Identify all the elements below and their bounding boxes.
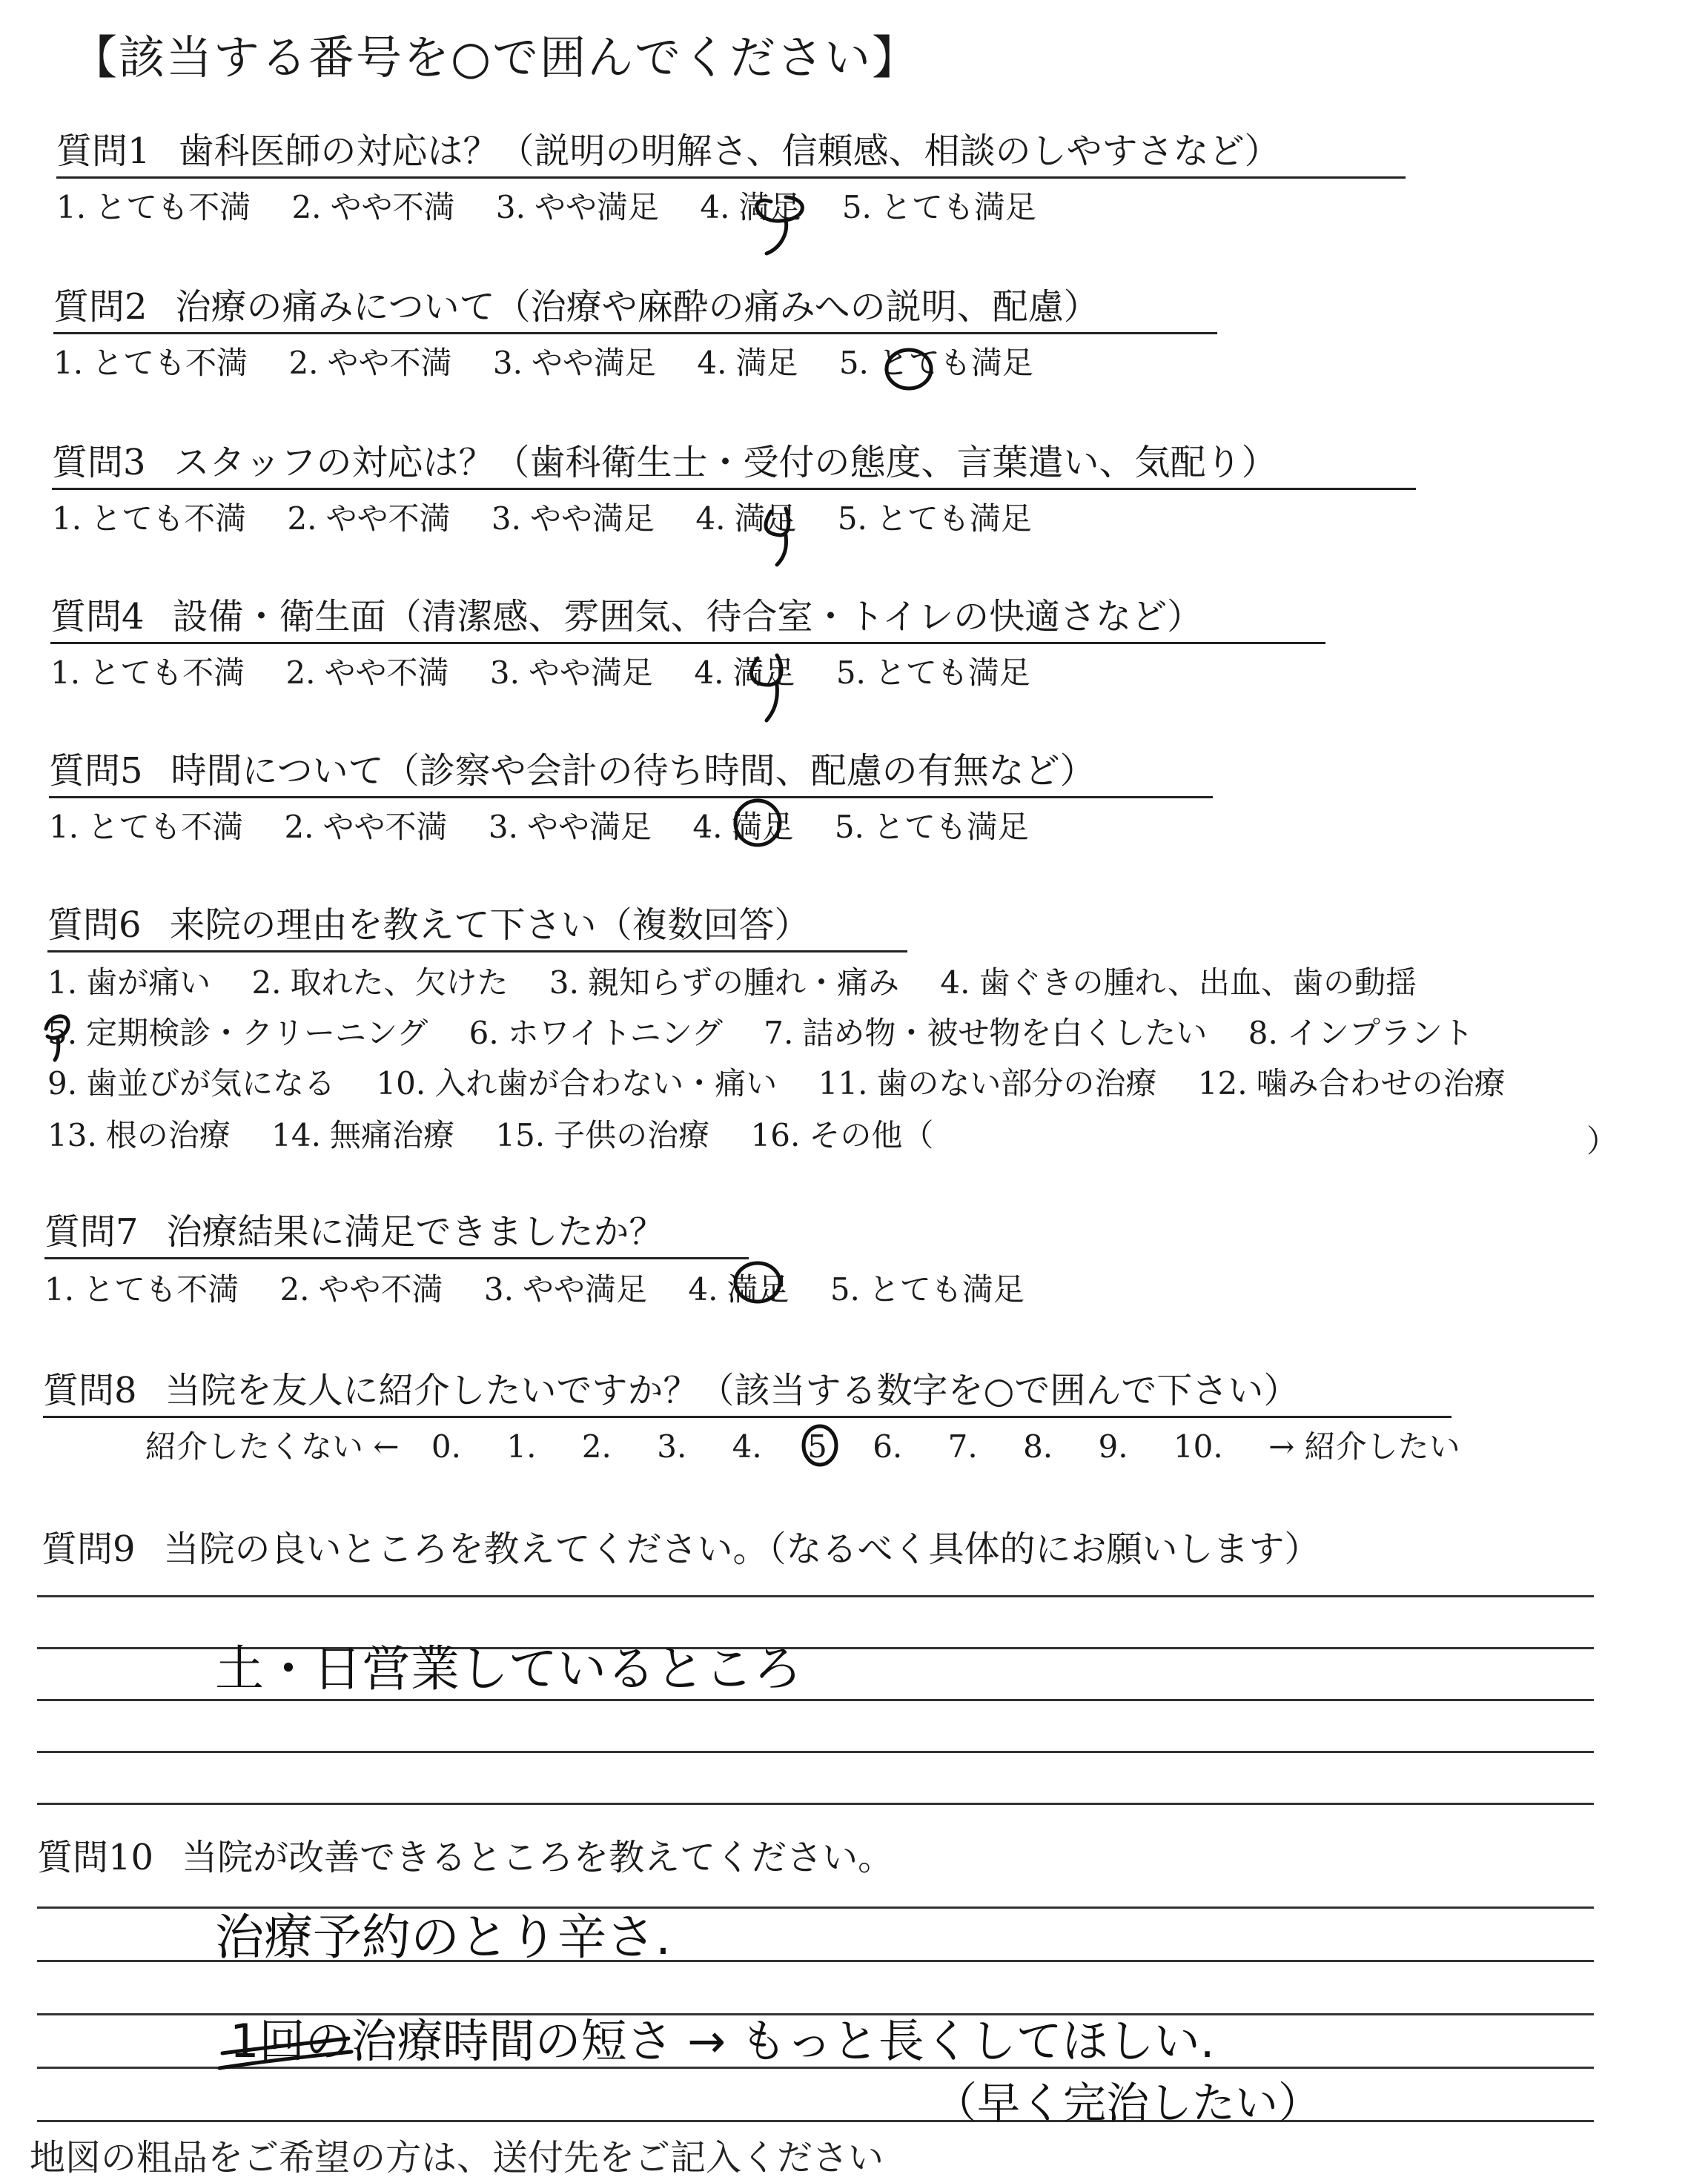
option-4[interactable]: 4. 満足 xyxy=(700,189,801,225)
handwritten-answer-q10-line1: 治療予約のとり辛さ. xyxy=(215,1909,671,1966)
footer-note: 地図の粗品をご希望の方は、送付先をご記入ください xyxy=(30,2137,884,2179)
question-5-options xyxy=(49,806,1060,848)
option-3[interactable]: 3. やや満足 xyxy=(483,1271,647,1308)
question-number: 質問5 xyxy=(49,750,143,792)
handwritten-answer-q9: 土・日営業しているところ xyxy=(215,1640,802,1697)
option-5[interactable]: 5. とても満足 xyxy=(834,809,1029,845)
scale-left-label: 紹介したくない ← xyxy=(145,1428,400,1465)
option-2[interactable]: 2. やや不満 xyxy=(287,500,451,537)
option-5[interactable]: 5. とても満足 xyxy=(835,655,1030,691)
question-5-title xyxy=(49,749,1213,798)
option-2[interactable]: 2. 取れた、欠けた xyxy=(251,964,509,1001)
option-1[interactable]: 1. とても不満 xyxy=(52,500,247,537)
option-6[interactable]: 6. ホワイトニング xyxy=(469,1015,723,1051)
question-number: 質問2 xyxy=(53,286,148,328)
question-7-title xyxy=(44,1210,749,1259)
question-6-title xyxy=(47,903,907,952)
question-8-title xyxy=(43,1368,1452,1418)
scale-5[interactable]: 5 xyxy=(807,1428,827,1465)
scale-6[interactable]: 6. xyxy=(873,1428,903,1465)
option-15[interactable]: 15. 子供の治療 xyxy=(495,1117,710,1153)
option-3[interactable]: 3. やや満足 xyxy=(489,655,653,691)
question-8-scale xyxy=(145,1426,1483,1468)
question-7-options xyxy=(44,1269,1056,1311)
answer-line xyxy=(37,1751,1594,1753)
option-12[interactable]: 12. 噛み合わせの治療 xyxy=(1197,1065,1506,1101)
scale-9[interactable]: 9. xyxy=(1098,1428,1128,1465)
option-2[interactable]: 2. やや不満 xyxy=(284,809,448,845)
question-6-row-1 xyxy=(47,962,1448,1004)
question-3-options xyxy=(52,498,1063,540)
question-text: 歯科医師の対応は？（説明の明解さ、信頼感、相談のしやすさなど） xyxy=(178,130,1280,172)
page-title: 【該当する番号を○で囲んでください】 xyxy=(71,30,920,85)
handwritten-answer-q10-line2: 1回の治療時間の短さ → もっと長くしてほしい. xyxy=(230,2014,1215,2068)
scale-3[interactable]: 3. xyxy=(657,1428,687,1465)
question-number: 質問4 xyxy=(50,596,145,637)
option-1[interactable]: 1. とても不満 xyxy=(50,655,245,691)
scale-right-label: → 紹介したい xyxy=(1268,1428,1460,1465)
option-4[interactable]: 4. 満足 xyxy=(692,809,794,845)
question-text: 当院が改善できるところを教えてください。 xyxy=(182,1837,894,1878)
option-3[interactable]: 3. やや満足 xyxy=(491,500,655,537)
option-5[interactable]: 5. とても満足 xyxy=(837,500,1032,537)
option-4[interactable]: 4. 満足 xyxy=(688,1271,790,1308)
option-11[interactable]: 11. 歯のない部分の治療 xyxy=(818,1065,1157,1101)
question-6-row-4 xyxy=(47,1115,964,1156)
option-3[interactable]: 3. やや満足 xyxy=(492,345,656,381)
handwritten-answer-q10-line3: （早く完治したい） xyxy=(934,2078,1322,2128)
question-number: 質問7 xyxy=(44,1211,139,1253)
option-3[interactable]: 3. やや満足 xyxy=(488,809,652,845)
option-1[interactable]: 1. とても不満 xyxy=(56,189,251,225)
question-6-row-2 xyxy=(47,1013,1505,1054)
question-number: 質問9 xyxy=(42,1528,136,1570)
option-1[interactable]: 1. とても不満 xyxy=(49,809,244,845)
option-5[interactable]: 5. とても満足 xyxy=(838,345,1033,381)
question-9-title xyxy=(42,1527,1320,1574)
option-16[interactable]: 16. その他（ xyxy=(750,1117,934,1153)
question-6-row-3 xyxy=(47,1063,1537,1104)
option-7[interactable]: 7. 詰め物・被せ物を白くしたい xyxy=(764,1015,1208,1051)
option-13[interactable]: 13. 根の治療 xyxy=(47,1117,231,1153)
option-1[interactable]: 1. とても不満 xyxy=(53,345,248,381)
option-2[interactable]: 2. やや不満 xyxy=(285,655,449,691)
option-4[interactable]: 4. 歯ぐきの腫れ、出血、歯の動揺 xyxy=(940,964,1417,1001)
scale-8[interactable]: 8. xyxy=(1023,1428,1053,1465)
option-3[interactable]: 3. やや満足 xyxy=(495,189,659,225)
question-1-options xyxy=(56,187,1068,228)
question-text: 来院の理由を教えて下さい（複数回答） xyxy=(169,904,810,946)
option-5[interactable]: 5. とても満足 xyxy=(830,1271,1025,1308)
answer-line xyxy=(37,1595,1594,1597)
scale-2[interactable]: 2. xyxy=(581,1428,612,1465)
question-3-title xyxy=(52,440,1416,490)
question-number: 質問6 xyxy=(47,904,142,946)
option-8[interactable]: 8. インプラント xyxy=(1248,1015,1474,1051)
question-text: 当院の良いところを教えてください。（なるべく具体的にお願いします） xyxy=(163,1528,1320,1570)
option-2[interactable]: 2. やや不満 xyxy=(291,189,455,225)
answer-line xyxy=(37,1803,1594,1805)
question-number: 質問10 xyxy=(37,1837,154,1878)
answer-line xyxy=(37,2120,1594,2122)
question-text: スタッフの対応は？（歯科衛生士・受付の態度、言葉遣い、気配り） xyxy=(173,442,1277,483)
option-5[interactable]: 5. とても満足 xyxy=(841,189,1036,225)
question-text: 設備・衛生面（清潔感、雰囲気、待合室・トイレの快適さなど） xyxy=(172,596,1203,637)
question-1-title xyxy=(56,129,1406,179)
question-text: 当院を友人に紹介したいですか？（該当する数字を○で囲んで下さい） xyxy=(165,1370,1300,1411)
scale-0[interactable]: 0. xyxy=(431,1428,461,1465)
other-close-paren: ） xyxy=(1586,1123,1618,1159)
option-9[interactable]: 9. 歯並びが気になる xyxy=(47,1065,336,1101)
scale-7[interactable]: 7. xyxy=(947,1428,978,1465)
scale-10[interactable]: 10. xyxy=(1173,1428,1223,1465)
option-1[interactable]: 1. 歯が痛い xyxy=(47,964,211,1001)
option-1[interactable]: 1. とても不満 xyxy=(44,1271,239,1308)
option-5[interactable]: 5. 定期検診・クリーニング xyxy=(47,1015,428,1051)
question-number: 質問3 xyxy=(52,442,146,483)
option-14[interactable]: 14. 無痛治療 xyxy=(271,1117,454,1153)
question-4-title xyxy=(50,594,1325,644)
question-10-title xyxy=(37,1835,893,1883)
option-10[interactable]: 10. 入れ歯が合わない・痛い xyxy=(376,1065,778,1101)
question-text: 時間について（診察や会計の待ち時間、配慮の有無など） xyxy=(171,750,1096,792)
option-4[interactable]: 4. 満足 xyxy=(694,655,795,691)
scale-4[interactable]: 4. xyxy=(732,1428,762,1465)
question-2-title xyxy=(53,285,1217,334)
option-4[interactable]: 4. 満足 xyxy=(695,500,797,537)
question-number: 質問1 xyxy=(56,130,150,172)
question-2-options xyxy=(53,342,1065,384)
option-3[interactable]: 3. 親知らずの腫れ・痛み xyxy=(549,964,899,1001)
question-number: 質問8 xyxy=(43,1370,137,1411)
question-4-options xyxy=(50,652,1062,694)
question-text: 治療の痛みについて（治療や麻酔の痛みへの説明、配慮） xyxy=(175,286,1099,328)
question-text: 治療結果に満足できましたか？ xyxy=(166,1211,665,1253)
option-4[interactable]: 4. 満足 xyxy=(697,345,798,381)
option-2[interactable]: 2. やや不満 xyxy=(288,345,452,381)
scale-1[interactable]: 1. xyxy=(506,1428,537,1465)
option-2[interactable]: 2. やや不満 xyxy=(279,1271,443,1308)
